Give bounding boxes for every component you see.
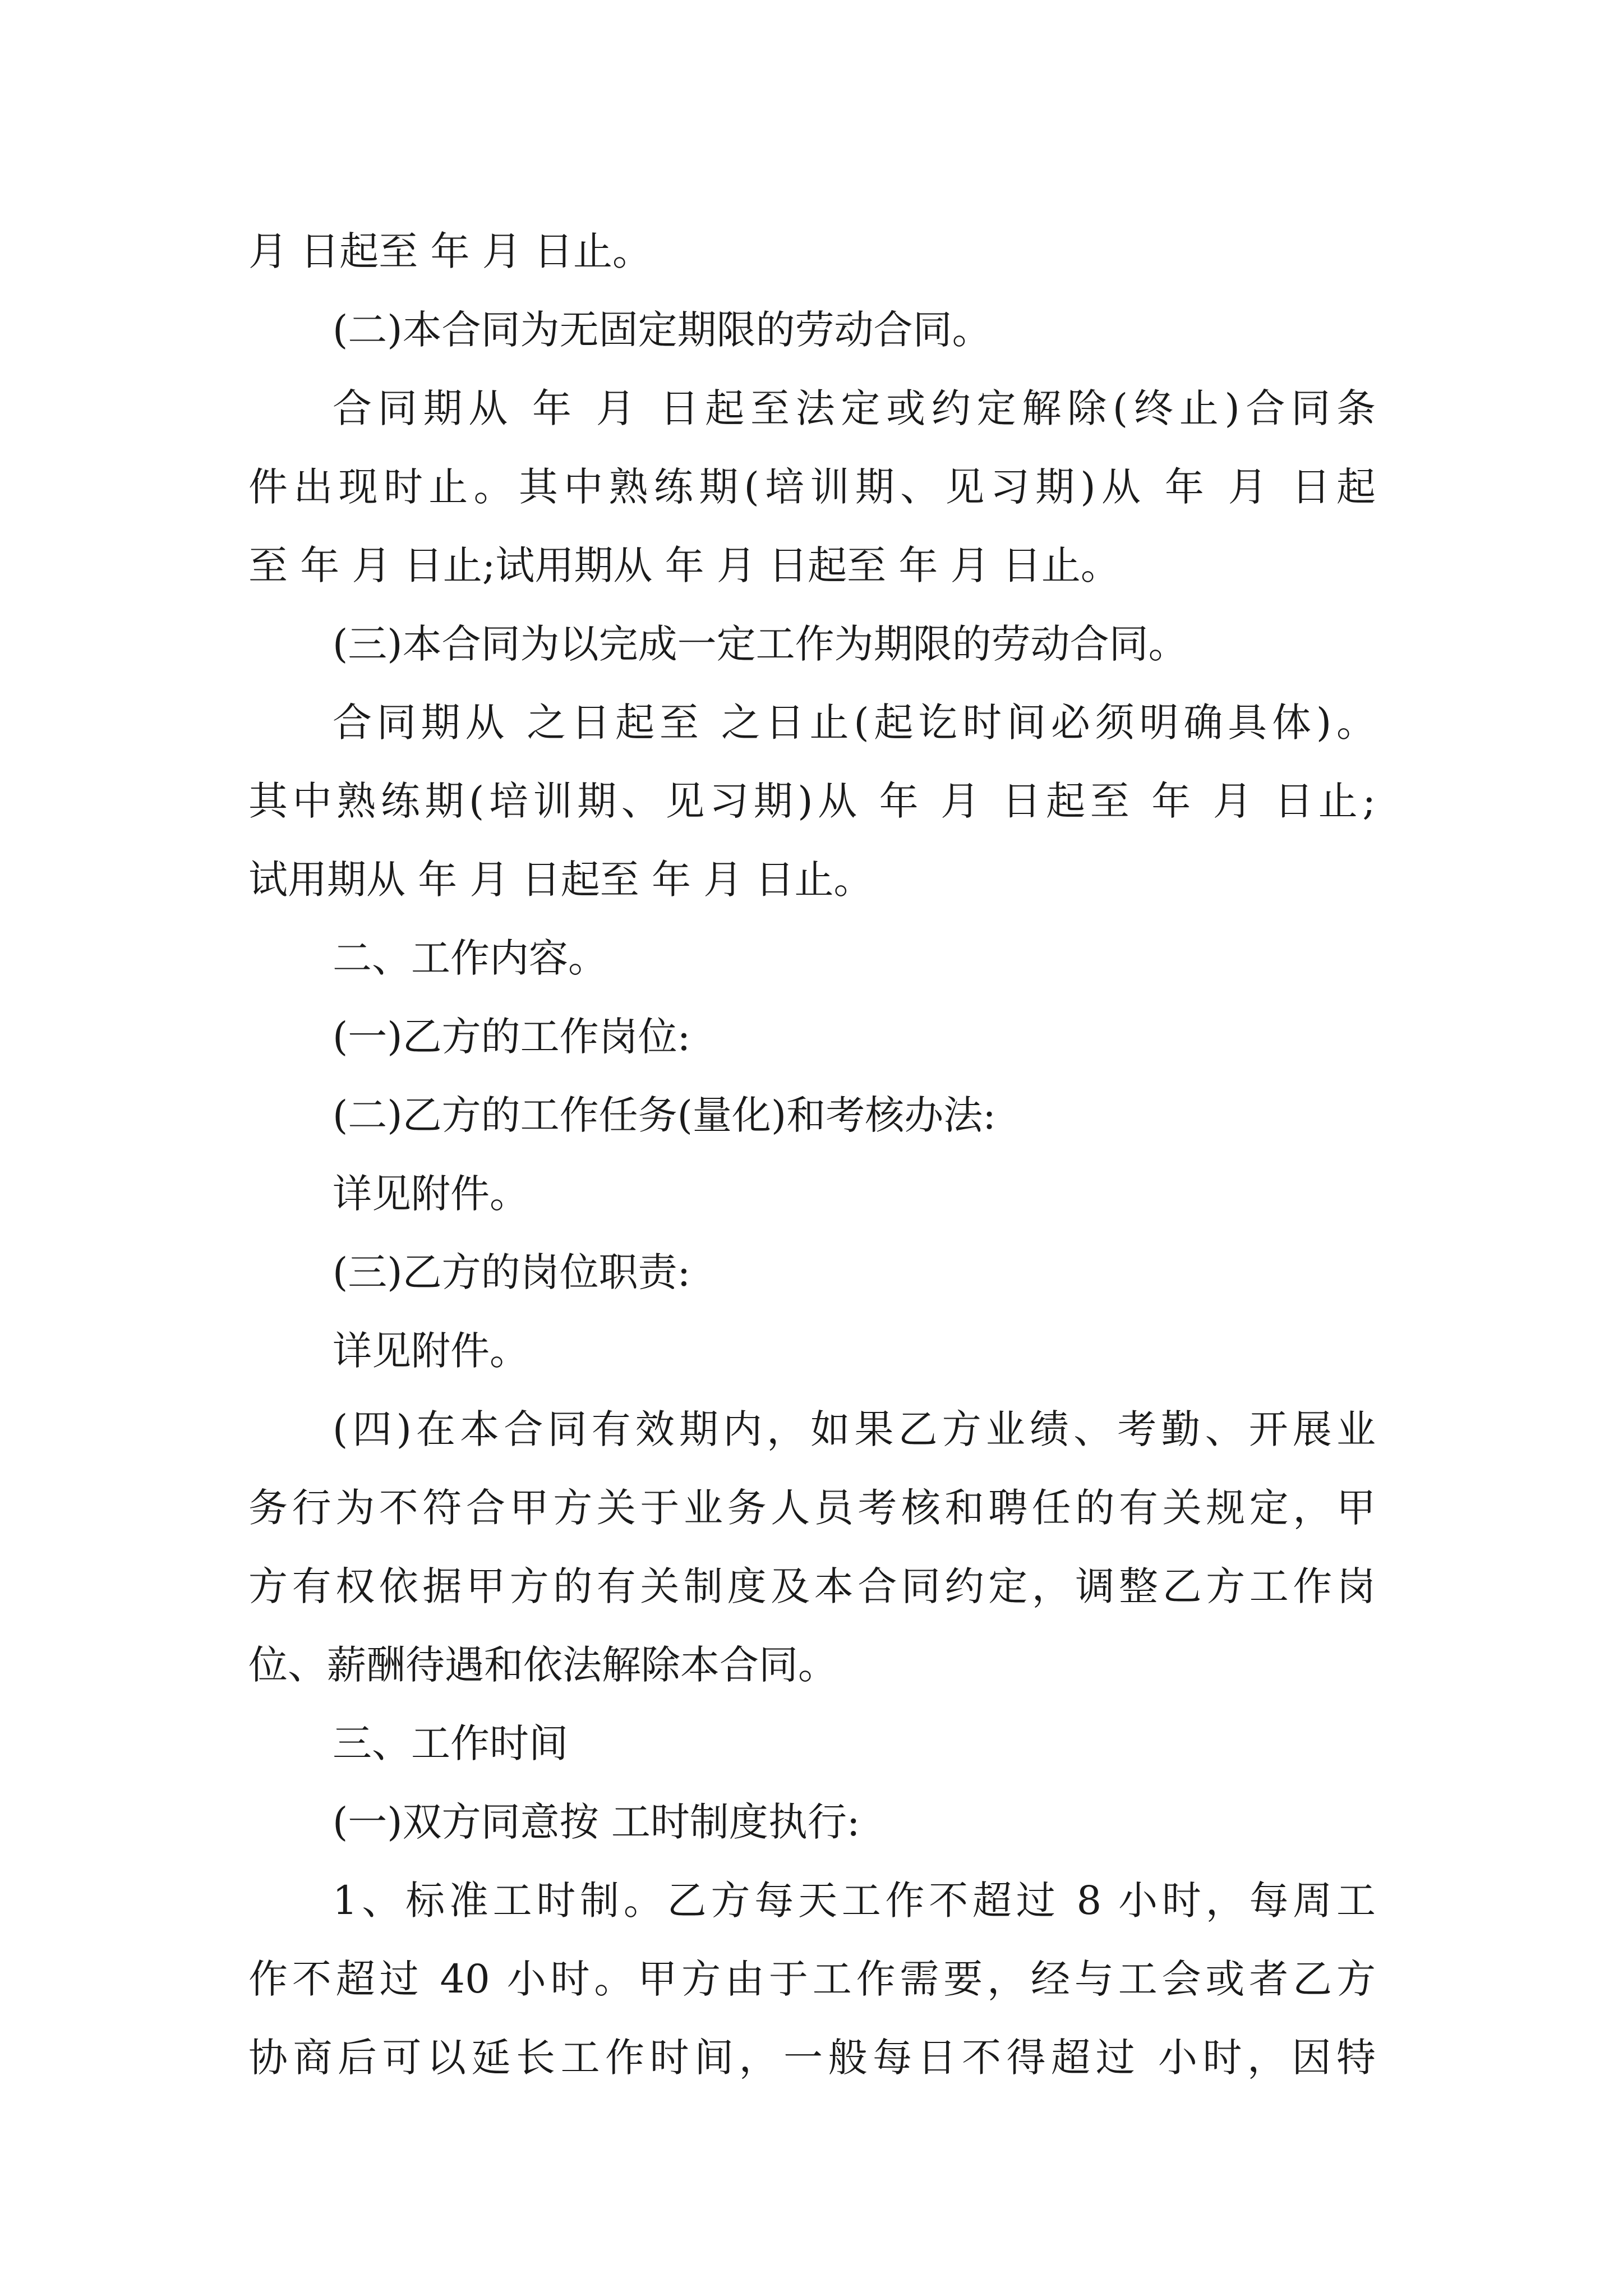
- text-line: 位、薪酬待遇和依法解除本合同。: [248, 1642, 837, 1688]
- text-line: (一)双方同意按 工时制度执行:: [333, 1799, 860, 1845]
- section-heading: 三、工作时间: [333, 1720, 568, 1766]
- text-line: (三)乙方的岗位职责:: [333, 1249, 691, 1295]
- text-line: 1、标准工时制。乙方每天工作不超过 8 小时，每周工: [333, 1878, 1376, 1924]
- text-line: 详见附件。: [333, 1328, 529, 1374]
- text-line: 件出现时止。其中熟练期(培训期、见习期)从 年 月 日起: [248, 464, 1376, 510]
- text-line: 合同期从 年 月 日起至法定或约定解除(终止)合同条: [333, 385, 1376, 431]
- text-line: 详见附件。: [333, 1171, 529, 1217]
- text-line: 月 日起至 年 月 日止。: [248, 228, 652, 274]
- text-line: 作不超过 40 小时。甲方由于工作需要，经与工会或者乙方: [248, 1956, 1376, 2002]
- text-line: 协商后可以延长工作时间，一般每日不得超过 小时，因特: [248, 2035, 1376, 2081]
- text-line: (二)乙方的工作任务(量化)和考核办法:: [333, 1092, 996, 1138]
- text-line: 至 年 月 日止;试用期从 年 月 日起至 年 月 日止。: [248, 542, 1120, 588]
- text-line: 合同期从 之日起至 之日止(起讫时间必须明确具体)。: [333, 700, 1376, 746]
- text-line: (三)本合同为以完成一定工作为期限的劳动合同。: [333, 621, 1188, 667]
- text-line: 务行为不符合甲方关于业务人员考核和聘任的有关规定，甲: [248, 1485, 1376, 1531]
- section-heading: 二、工作内容。: [333, 935, 607, 981]
- text-line: (一)乙方的工作岗位:: [333, 1014, 691, 1060]
- text-line: 试用期从 年 月 日起至 年 月 日止。: [248, 857, 873, 903]
- document-body: [248, 212, 1376, 2097]
- text-line: 方有权依据甲方的有关制度及本合同约定，调整乙方工作岗: [248, 1563, 1376, 1609]
- text-line: 其中熟练期(培训期、见习期)从 年 月 日起至 年 月 日止;: [248, 778, 1376, 824]
- text-line: (二)本合同为无固定期限的劳动合同。: [333, 307, 992, 353]
- text-line: (四)在本合同有效期内，如果乙方业绩、考勤、开展业: [333, 1406, 1376, 1452]
